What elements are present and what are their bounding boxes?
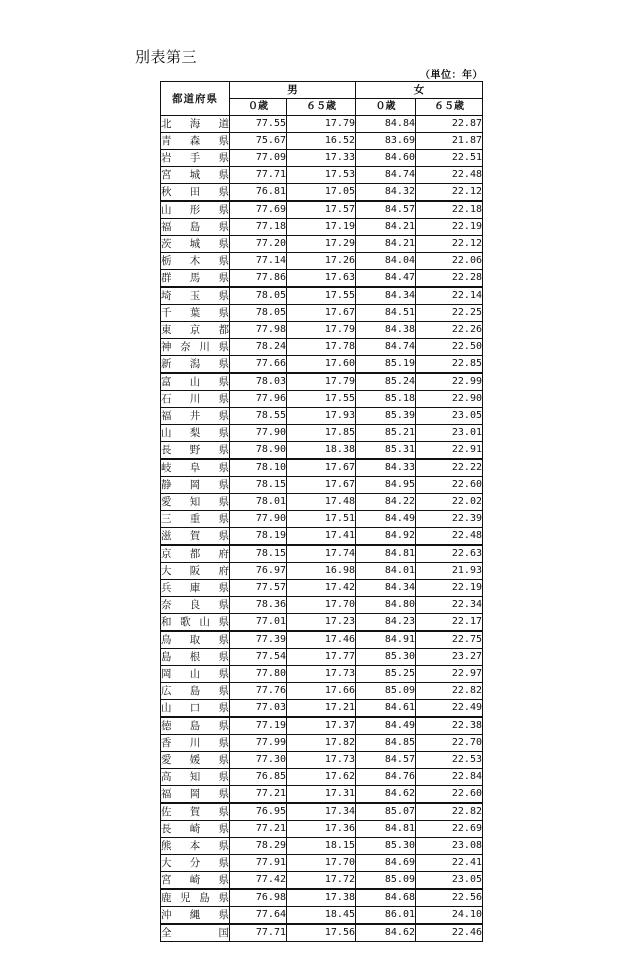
male-age65-cell: 17.23 xyxy=(287,614,356,632)
table-row xyxy=(161,322,483,339)
pref-cell: 茨城県 xyxy=(161,236,230,253)
female-age0-cell: 84.74 xyxy=(356,339,416,356)
table-row xyxy=(161,116,483,133)
pref-cell: 大阪府 xyxy=(161,563,230,580)
male-age65-cell: 17.79 xyxy=(287,373,356,391)
male-age65-cell: 16.98 xyxy=(287,563,356,580)
male-age65-cell: 17.21 xyxy=(287,700,356,718)
female-age0-cell: 84.49 xyxy=(356,511,416,528)
female-age0-cell: 85.24 xyxy=(356,373,416,391)
table-row xyxy=(161,631,483,649)
pref-cell: 愛知県 xyxy=(161,494,230,511)
female-age0-cell: 84.34 xyxy=(356,580,416,597)
male-age0-cell: 77.18 xyxy=(230,219,287,236)
table-row xyxy=(161,907,483,925)
female-age65-cell: 21.93 xyxy=(416,563,483,580)
pref-cell: 青森県 xyxy=(161,133,230,150)
male-age0-cell: 77.64 xyxy=(230,907,287,925)
male-age65-cell: 17.73 xyxy=(287,666,356,683)
female-age65-cell: 22.48 xyxy=(416,528,483,546)
pref-cell: 長野県 xyxy=(161,442,230,460)
male-age65-cell: 17.57 xyxy=(287,201,356,219)
header-prefecture: 都道府県 xyxy=(161,82,230,116)
table-row xyxy=(161,253,483,270)
male-age65-cell: 17.53 xyxy=(287,167,356,184)
male-age65-cell: 17.79 xyxy=(287,116,356,133)
table-row xyxy=(161,717,483,735)
table-row xyxy=(161,167,483,184)
pref-cell: 新潟県 xyxy=(161,356,230,374)
female-age0-cell: 84.57 xyxy=(356,201,416,219)
male-age0-cell: 77.21 xyxy=(230,786,287,804)
male-age65-cell: 17.62 xyxy=(287,769,356,786)
female-age0-cell: 84.61 xyxy=(356,700,416,718)
female-age65-cell: 22.06 xyxy=(416,253,483,270)
pref-cell: 富山県 xyxy=(161,373,230,391)
female-age65-cell: 22.22 xyxy=(416,459,483,477)
table-row xyxy=(161,872,483,890)
total-female-age65: 22.46 xyxy=(416,924,483,942)
male-age0-cell: 78.05 xyxy=(230,305,287,322)
pref-cell: 岡山県 xyxy=(161,666,230,683)
male-age65-cell: 17.82 xyxy=(287,735,356,752)
male-age0-cell: 77.96 xyxy=(230,391,287,408)
unit-label: （単位：年） xyxy=(420,70,483,81)
table-row xyxy=(161,803,483,821)
table-row xyxy=(161,150,483,167)
male-age65-cell: 17.79 xyxy=(287,322,356,339)
male-age65-cell: 17.42 xyxy=(287,580,356,597)
total-male-age0: 77.71 xyxy=(230,924,287,942)
male-age65-cell: 17.60 xyxy=(287,356,356,374)
table-row xyxy=(161,494,483,511)
female-age0-cell: 84.47 xyxy=(356,270,416,288)
pref-cell: 沖縄県 xyxy=(161,907,230,925)
female-age0-cell: 84.60 xyxy=(356,150,416,167)
male-age0-cell: 77.39 xyxy=(230,631,287,649)
male-age0-cell: 76.85 xyxy=(230,769,287,786)
male-age0-cell: 78.29 xyxy=(230,838,287,855)
male-age65-cell: 16.52 xyxy=(287,133,356,150)
male-age65-cell: 17.63 xyxy=(287,270,356,288)
male-age0-cell: 77.86 xyxy=(230,270,287,288)
male-age0-cell: 78.19 xyxy=(230,528,287,546)
pref-cell: 徳島県 xyxy=(161,717,230,735)
female-age0-cell: 84.62 xyxy=(356,786,416,804)
male-age0-cell: 78.01 xyxy=(230,494,287,511)
female-age0-cell: 84.01 xyxy=(356,563,416,580)
pref-cell: 千葉県 xyxy=(161,305,230,322)
female-age0-cell: 84.51 xyxy=(356,305,416,322)
male-age65-cell: 17.37 xyxy=(287,717,356,735)
table-row xyxy=(161,649,483,666)
female-age65-cell: 22.70 xyxy=(416,735,483,752)
male-age65-cell: 17.34 xyxy=(287,803,356,821)
male-age65-cell: 17.85 xyxy=(287,425,356,442)
pref-cell: 三重県 xyxy=(161,511,230,528)
table-row xyxy=(161,270,483,288)
female-age0-cell: 86.01 xyxy=(356,907,416,925)
female-age65-cell: 22.17 xyxy=(416,614,483,632)
table-row xyxy=(161,133,483,150)
pref-cell: 福島県 xyxy=(161,219,230,236)
female-age65-cell: 22.25 xyxy=(416,305,483,322)
male-age0-cell: 77.98 xyxy=(230,322,287,339)
male-age0-cell: 77.14 xyxy=(230,253,287,270)
female-age65-cell: 22.53 xyxy=(416,752,483,769)
female-age65-cell: 22.51 xyxy=(416,150,483,167)
female-age65-cell: 22.63 xyxy=(416,545,483,563)
total-female-age0: 84.62 xyxy=(356,924,416,942)
pref-cell: 鹿児島県 xyxy=(161,889,230,907)
header-female-age65: ６５歳 xyxy=(416,99,483,116)
male-age65-cell: 17.48 xyxy=(287,494,356,511)
table-row xyxy=(161,563,483,580)
table-row xyxy=(161,425,483,442)
pref-cell: 京都府 xyxy=(161,545,230,563)
male-age0-cell: 77.71 xyxy=(230,167,287,184)
table-row xyxy=(161,236,483,253)
female-age0-cell: 85.09 xyxy=(356,683,416,700)
pref-cell: 東京都 xyxy=(161,322,230,339)
female-age0-cell: 84.84 xyxy=(356,116,416,133)
male-age65-cell: 17.70 xyxy=(287,597,356,614)
female-age65-cell: 22.19 xyxy=(416,580,483,597)
table-row xyxy=(161,511,483,528)
female-age0-cell: 84.92 xyxy=(356,528,416,546)
male-age0-cell: 78.03 xyxy=(230,373,287,391)
male-age65-cell: 17.73 xyxy=(287,752,356,769)
male-age0-cell: 77.54 xyxy=(230,649,287,666)
total-male-age65: 17.56 xyxy=(287,924,356,942)
male-age65-cell: 17.05 xyxy=(287,184,356,202)
table-row xyxy=(161,219,483,236)
female-age0-cell: 84.76 xyxy=(356,769,416,786)
female-age0-cell: 85.21 xyxy=(356,425,416,442)
table-row xyxy=(161,545,483,563)
pref-cell: 熊本県 xyxy=(161,838,230,855)
female-age0-cell: 84.21 xyxy=(356,236,416,253)
female-age65-cell: 23.08 xyxy=(416,838,483,855)
female-age65-cell: 22.28 xyxy=(416,270,483,288)
female-age0-cell: 85.25 xyxy=(356,666,416,683)
table-row xyxy=(161,786,483,804)
table-row xyxy=(161,580,483,597)
male-age0-cell: 77.90 xyxy=(230,511,287,528)
pref-cell: 宮崎県 xyxy=(161,872,230,890)
male-age65-cell: 18.15 xyxy=(287,838,356,855)
male-age0-cell: 77.09 xyxy=(230,150,287,167)
male-age0-cell: 77.80 xyxy=(230,666,287,683)
pref-cell: 静岡県 xyxy=(161,477,230,494)
pref-cell: 岐阜県 xyxy=(161,459,230,477)
male-age65-cell: 17.46 xyxy=(287,631,356,649)
female-age0-cell: 83.69 xyxy=(356,133,416,150)
table-row xyxy=(161,391,483,408)
female-age0-cell: 85.30 xyxy=(356,649,416,666)
male-age65-cell: 17.66 xyxy=(287,683,356,700)
female-age65-cell: 22.87 xyxy=(416,116,483,133)
table-row xyxy=(161,408,483,425)
header-female: 女 xyxy=(356,82,483,99)
female-age0-cell: 84.38 xyxy=(356,322,416,339)
male-age65-cell: 17.55 xyxy=(287,391,356,408)
table-row xyxy=(161,201,483,219)
pref-cell: 和歌山県 xyxy=(161,614,230,632)
male-age65-cell: 17.70 xyxy=(287,855,356,872)
male-age65-cell: 17.93 xyxy=(287,408,356,425)
male-age65-cell: 18.38 xyxy=(287,442,356,460)
pref-cell: 愛媛県 xyxy=(161,752,230,769)
female-age0-cell: 84.69 xyxy=(356,855,416,872)
pref-cell: 福井県 xyxy=(161,408,230,425)
table-row xyxy=(161,821,483,838)
female-age0-cell: 85.18 xyxy=(356,391,416,408)
female-age0-cell: 85.07 xyxy=(356,803,416,821)
female-age65-cell: 23.05 xyxy=(416,872,483,890)
male-age0-cell: 76.98 xyxy=(230,889,287,907)
female-age65-cell: 22.14 xyxy=(416,287,483,305)
male-age65-cell: 17.67 xyxy=(287,477,356,494)
table-row xyxy=(161,477,483,494)
female-age65-cell: 22.39 xyxy=(416,511,483,528)
pref-cell: 香川県 xyxy=(161,735,230,752)
female-age0-cell: 85.19 xyxy=(356,356,416,374)
female-age0-cell: 84.49 xyxy=(356,717,416,735)
pref-cell: 山形県 xyxy=(161,201,230,219)
male-age0-cell: 77.57 xyxy=(230,580,287,597)
table-row xyxy=(161,373,483,391)
female-age0-cell: 84.91 xyxy=(356,631,416,649)
female-age65-cell: 22.34 xyxy=(416,597,483,614)
female-age0-cell: 84.32 xyxy=(356,184,416,202)
page-title: 別表第三 xyxy=(135,48,198,66)
male-age65-cell: 18.45 xyxy=(287,907,356,925)
pref-cell: 大分県 xyxy=(161,855,230,872)
male-age0-cell: 77.03 xyxy=(230,700,287,718)
male-age0-cell: 77.19 xyxy=(230,717,287,735)
male-age65-cell: 17.36 xyxy=(287,821,356,838)
female-age65-cell: 22.91 xyxy=(416,442,483,460)
table-row xyxy=(161,752,483,769)
table-row xyxy=(161,356,483,374)
pref-cell: 群馬県 xyxy=(161,270,230,288)
pref-cell: 高知県 xyxy=(161,769,230,786)
male-age0-cell: 77.55 xyxy=(230,116,287,133)
male-age0-cell: 77.76 xyxy=(230,683,287,700)
pref-cell: 北海道 xyxy=(161,116,230,133)
pref-cell: 神奈川県 xyxy=(161,339,230,356)
male-age65-cell: 17.38 xyxy=(287,889,356,907)
total-pref: 全国 xyxy=(161,924,230,942)
female-age0-cell: 84.68 xyxy=(356,889,416,907)
female-age65-cell: 22.50 xyxy=(416,339,483,356)
pref-cell: 鳥取県 xyxy=(161,631,230,649)
female-age65-cell: 22.19 xyxy=(416,219,483,236)
male-age0-cell: 77.69 xyxy=(230,201,287,219)
female-age65-cell: 22.12 xyxy=(416,236,483,253)
total-row xyxy=(161,924,483,942)
male-age0-cell: 75.67 xyxy=(230,133,287,150)
male-age0-cell: 78.24 xyxy=(230,339,287,356)
female-age65-cell: 22.82 xyxy=(416,683,483,700)
male-age0-cell: 77.42 xyxy=(230,872,287,890)
pref-cell: 栃木県 xyxy=(161,253,230,270)
pref-cell: 秋田県 xyxy=(161,184,230,202)
female-age65-cell: 22.26 xyxy=(416,322,483,339)
table-row xyxy=(161,184,483,202)
life-expectancy-table xyxy=(160,81,483,942)
table-row xyxy=(161,666,483,683)
table-row xyxy=(161,614,483,632)
male-age0-cell: 77.90 xyxy=(230,425,287,442)
female-age65-cell: 22.56 xyxy=(416,889,483,907)
table-row xyxy=(161,287,483,305)
female-age0-cell: 85.39 xyxy=(356,408,416,425)
female-age65-cell: 22.97 xyxy=(416,666,483,683)
table-row xyxy=(161,339,483,356)
table-row xyxy=(161,769,483,786)
male-age0-cell: 77.66 xyxy=(230,356,287,374)
pref-cell: 滋賀県 xyxy=(161,528,230,546)
pref-cell: 埼玉県 xyxy=(161,287,230,305)
female-age65-cell: 23.01 xyxy=(416,425,483,442)
female-age65-cell: 22.41 xyxy=(416,855,483,872)
pref-cell: 奈良県 xyxy=(161,597,230,614)
male-age65-cell: 17.67 xyxy=(287,305,356,322)
table-row xyxy=(161,855,483,872)
male-age0-cell: 77.20 xyxy=(230,236,287,253)
male-age0-cell: 78.15 xyxy=(230,545,287,563)
male-age65-cell: 17.41 xyxy=(287,528,356,546)
male-age0-cell: 76.81 xyxy=(230,184,287,202)
male-age65-cell: 17.67 xyxy=(287,459,356,477)
female-age65-cell: 22.99 xyxy=(416,373,483,391)
male-age0-cell: 77.01 xyxy=(230,614,287,632)
female-age65-cell: 22.48 xyxy=(416,167,483,184)
table-row xyxy=(161,305,483,322)
male-age0-cell: 77.21 xyxy=(230,821,287,838)
female-age65-cell: 23.27 xyxy=(416,649,483,666)
female-age65-cell: 22.75 xyxy=(416,631,483,649)
male-age65-cell: 17.29 xyxy=(287,236,356,253)
male-age0-cell: 77.30 xyxy=(230,752,287,769)
header-female-age0: ０歳 xyxy=(356,99,416,116)
male-age0-cell: 76.95 xyxy=(230,803,287,821)
pref-cell: 岩手県 xyxy=(161,150,230,167)
male-age65-cell: 17.19 xyxy=(287,219,356,236)
header-male: 男 xyxy=(230,82,356,99)
male-age0-cell: 78.36 xyxy=(230,597,287,614)
pref-cell: 島根県 xyxy=(161,649,230,666)
pref-cell: 山梨県 xyxy=(161,425,230,442)
pref-cell: 長崎県 xyxy=(161,821,230,838)
male-age65-cell: 17.26 xyxy=(287,253,356,270)
female-age65-cell: 22.85 xyxy=(416,356,483,374)
male-age65-cell: 17.33 xyxy=(287,150,356,167)
table-row xyxy=(161,528,483,546)
pref-cell: 宮城県 xyxy=(161,167,230,184)
female-age0-cell: 85.30 xyxy=(356,838,416,855)
female-age65-cell: 22.60 xyxy=(416,786,483,804)
female-age0-cell: 85.09 xyxy=(356,872,416,890)
male-age0-cell: 77.91 xyxy=(230,855,287,872)
male-age0-cell: 77.99 xyxy=(230,735,287,752)
pref-cell: 山口県 xyxy=(161,700,230,718)
female-age65-cell: 22.82 xyxy=(416,803,483,821)
female-age0-cell: 84.95 xyxy=(356,477,416,494)
male-age0-cell: 76.97 xyxy=(230,563,287,580)
pref-cell: 広島県 xyxy=(161,683,230,700)
female-age65-cell: 22.84 xyxy=(416,769,483,786)
table-row xyxy=(161,459,483,477)
female-age0-cell: 84.34 xyxy=(356,287,416,305)
male-age0-cell: 78.15 xyxy=(230,477,287,494)
table-body xyxy=(161,116,483,925)
table-row xyxy=(161,889,483,907)
table-row xyxy=(161,700,483,718)
header-male-age0: ０歳 xyxy=(230,99,287,116)
pref-cell: 佐賀県 xyxy=(161,803,230,821)
female-age65-cell: 22.90 xyxy=(416,391,483,408)
table-row xyxy=(161,683,483,700)
male-age65-cell: 17.78 xyxy=(287,339,356,356)
male-age0-cell: 78.05 xyxy=(230,287,287,305)
female-age65-cell: 22.60 xyxy=(416,477,483,494)
pref-cell: 石川県 xyxy=(161,391,230,408)
male-age65-cell: 17.74 xyxy=(287,545,356,563)
female-age0-cell: 84.57 xyxy=(356,752,416,769)
female-age0-cell: 84.80 xyxy=(356,597,416,614)
female-age65-cell: 22.02 xyxy=(416,494,483,511)
table-row xyxy=(161,597,483,614)
female-age0-cell: 85.31 xyxy=(356,442,416,460)
table-row xyxy=(161,838,483,855)
female-age65-cell: 22.49 xyxy=(416,700,483,718)
header-male-age65: ６５歳 xyxy=(287,99,356,116)
female-age0-cell: 84.22 xyxy=(356,494,416,511)
female-age0-cell: 84.21 xyxy=(356,219,416,236)
female-age0-cell: 84.85 xyxy=(356,735,416,752)
male-age0-cell: 78.90 xyxy=(230,442,287,460)
female-age0-cell: 84.33 xyxy=(356,459,416,477)
female-age65-cell: 22.69 xyxy=(416,821,483,838)
female-age0-cell: 84.04 xyxy=(356,253,416,270)
female-age0-cell: 84.81 xyxy=(356,821,416,838)
male-age65-cell: 17.77 xyxy=(287,649,356,666)
female-age65-cell: 24.10 xyxy=(416,907,483,925)
female-age65-cell: 23.05 xyxy=(416,408,483,425)
female-age65-cell: 22.12 xyxy=(416,184,483,202)
female-age0-cell: 84.74 xyxy=(356,167,416,184)
male-age65-cell: 17.55 xyxy=(287,287,356,305)
male-age65-cell: 17.72 xyxy=(287,872,356,890)
female-age65-cell: 22.18 xyxy=(416,201,483,219)
male-age0-cell: 78.55 xyxy=(230,408,287,425)
table-row xyxy=(161,735,483,752)
male-age65-cell: 17.31 xyxy=(287,786,356,804)
female-age0-cell: 84.81 xyxy=(356,545,416,563)
female-age65-cell: 22.38 xyxy=(416,717,483,735)
table-row xyxy=(161,442,483,460)
pref-cell: 福岡県 xyxy=(161,786,230,804)
pref-cell: 兵庫県 xyxy=(161,580,230,597)
male-age65-cell: 17.51 xyxy=(287,511,356,528)
female-age0-cell: 84.23 xyxy=(356,614,416,632)
male-age0-cell: 78.10 xyxy=(230,459,287,477)
female-age65-cell: 21.87 xyxy=(416,133,483,150)
